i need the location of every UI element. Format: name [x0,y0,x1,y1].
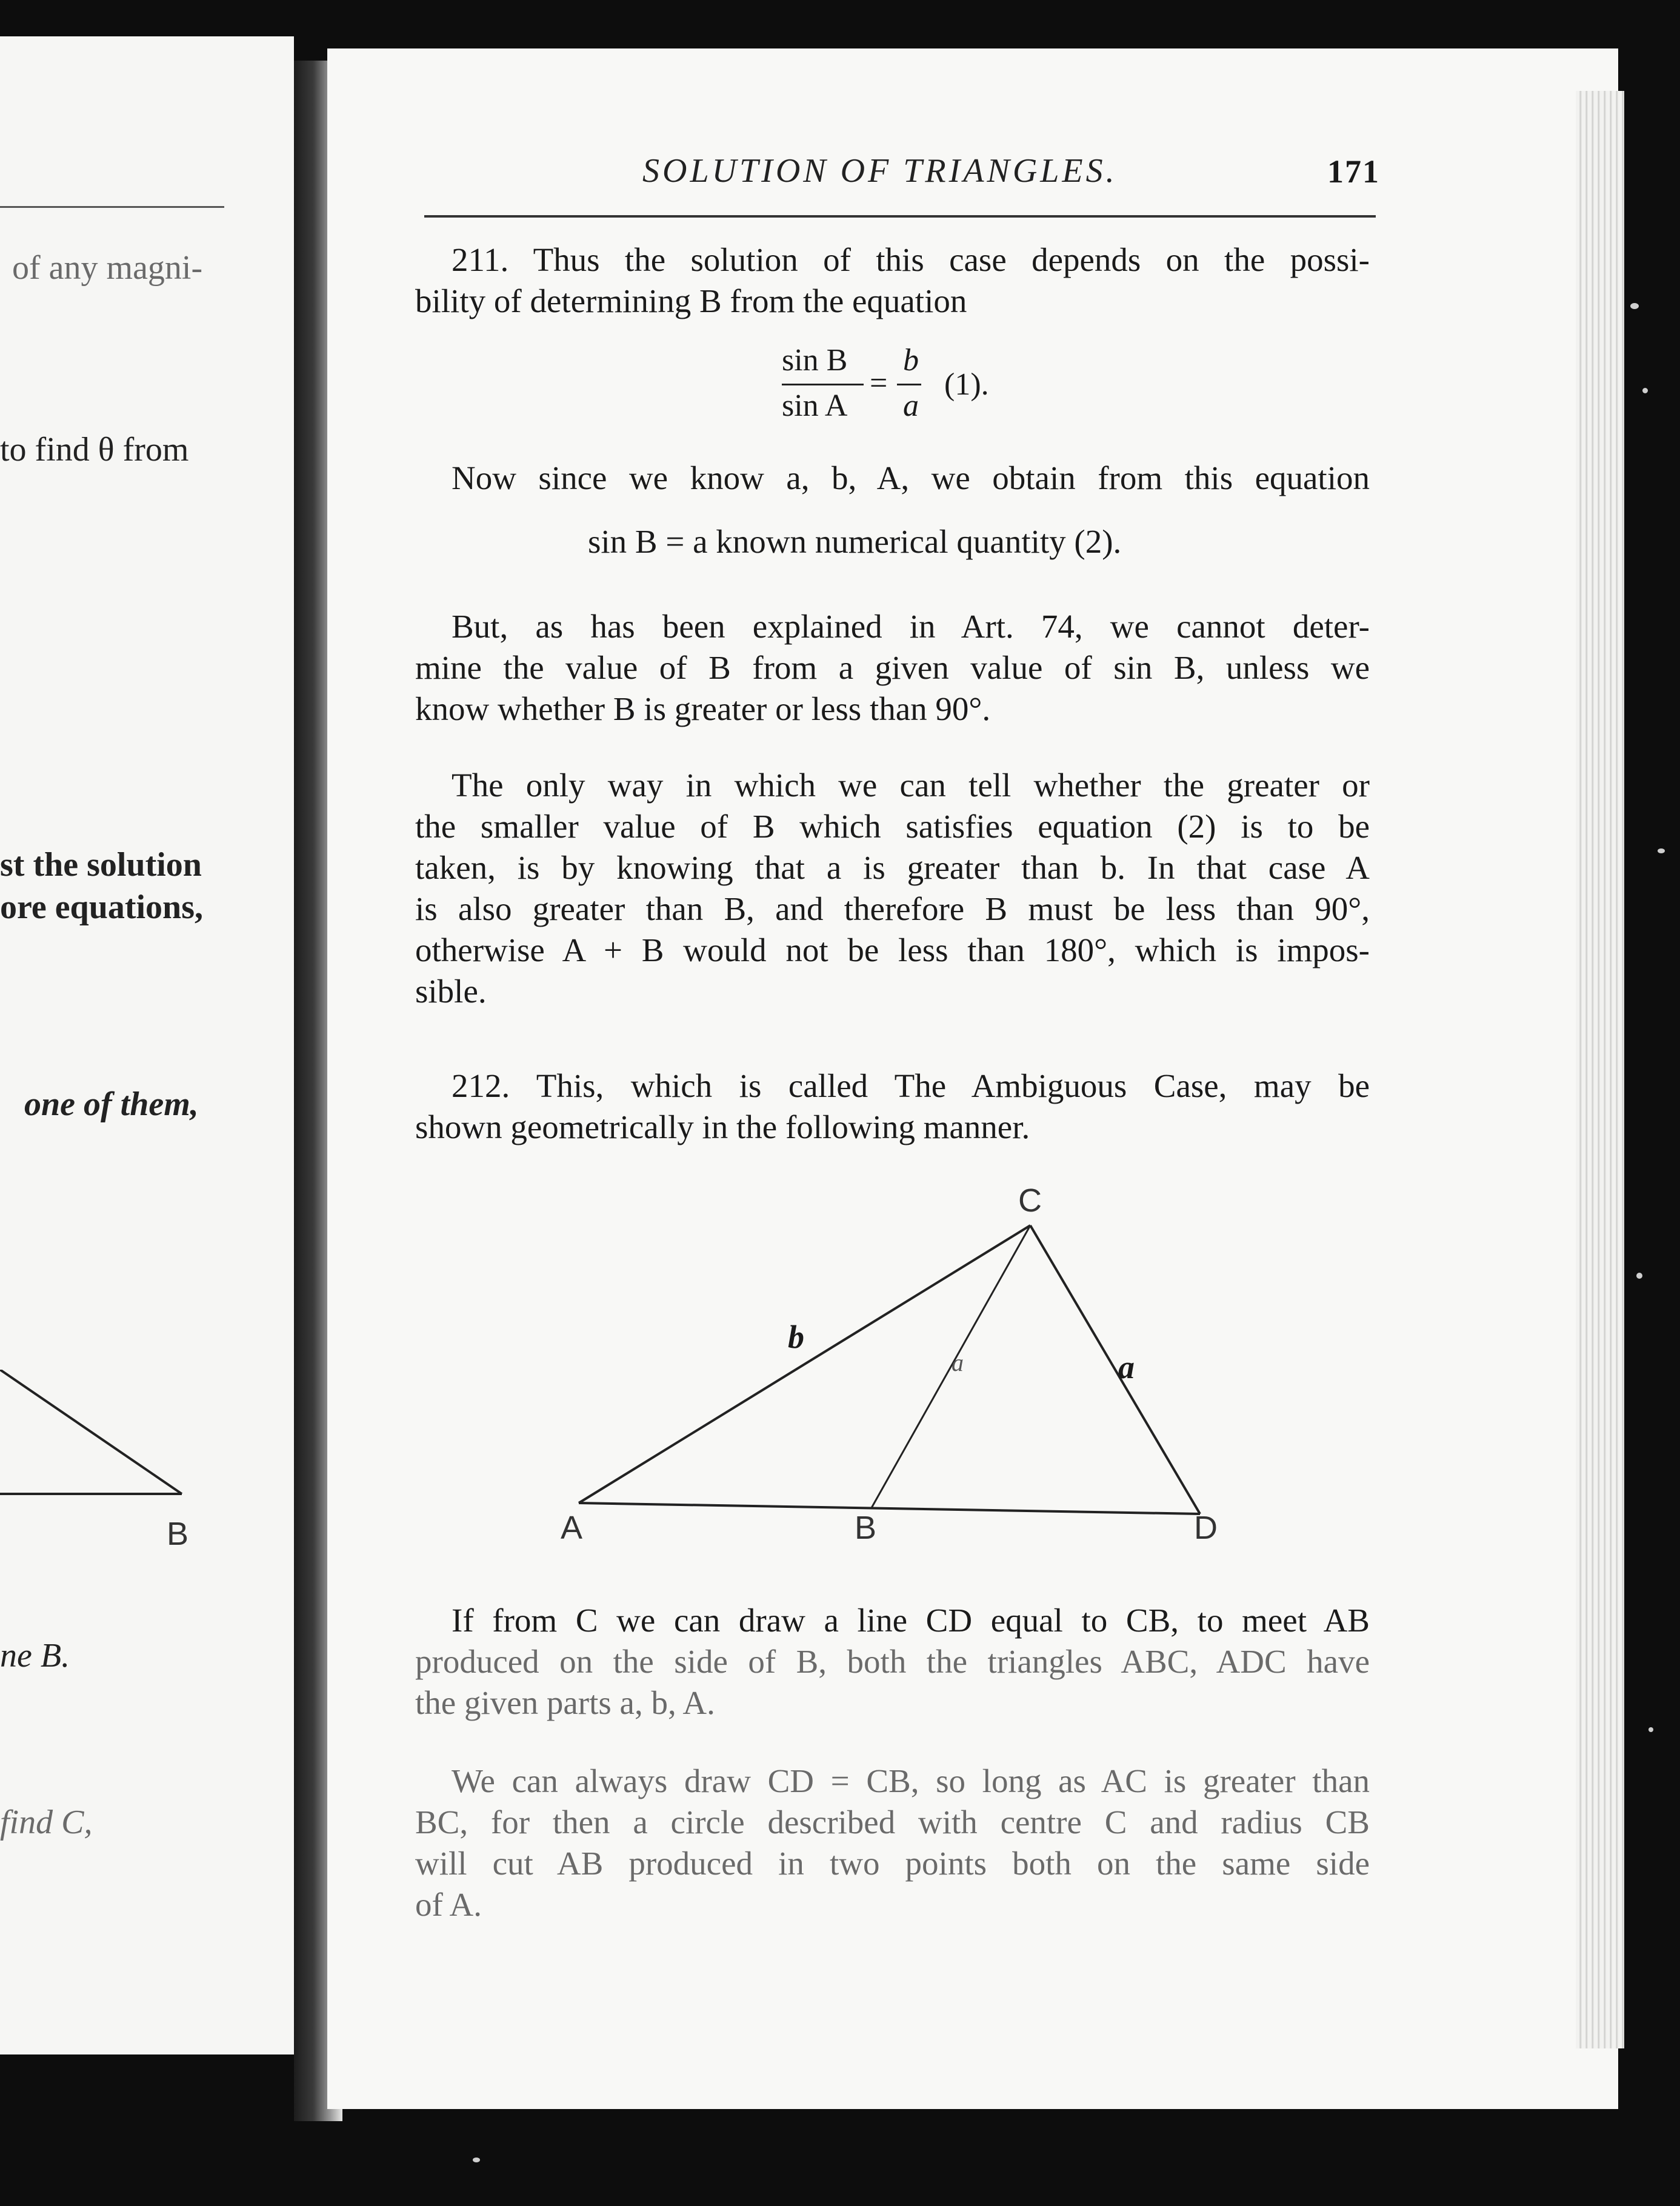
speckle [1648,1727,1653,1732]
ambiguous-case-figure [545,1182,1242,1545]
fraction-bar [897,384,921,385]
eq-tag: (1). [944,367,989,402]
equation-2: sin B = a known numerical quantity (2). [588,523,1122,560]
text-line: the smaller value of B which satisfies equation (2) is to be [415,808,1370,845]
text-line: Now since we know a, b, A, we obtain from this equation [452,459,1370,496]
text-line: produced on the side of B, both the triangles ABC, ADC have [415,1643,1370,1680]
speckle [1658,848,1665,853]
text-line: 212. This, which is called The Ambiguous Case, may be [452,1067,1370,1104]
paragraph-if [415,1600,1370,1724]
left-page-line: find C, [0,1804,93,1841]
text-line: the given parts a, b, A. [415,1684,715,1721]
text-line: We can always draw CD = CB, so long as AC is greater than [452,1762,1370,1799]
left-figure-side [0,1370,182,1494]
left-page-line: ore equations, [0,888,203,926]
text-line: shown geometrically in the following manner. [415,1108,1030,1145]
left-page-line: ne B. [0,1637,70,1674]
paragraph-now [415,458,1370,499]
line-AD [579,1503,1200,1514]
vertex-c-label: C [1018,1182,1042,1219]
text-line: 211. Thus the solution of this case depends on the possi- [452,241,1370,278]
text-line: bility of determining B from the equation [415,282,967,319]
text-line: But, as has been explained in Art. 74, we cannot deter- [452,608,1370,645]
left-page-line: one of them, [24,1085,199,1123]
side-CB [872,1225,1030,1508]
paragraph-but [415,606,1370,730]
eq-denominator-right: a [903,388,919,423]
text-line: mine the value of B from a given value of sin B, unless we [415,649,1370,686]
text-line: taken, is by knowing that a is greater than b. In that case A [415,849,1370,886]
left-page [0,36,294,2054]
fraction-bar [782,384,864,385]
vertex-d-label: D [1194,1510,1218,1546]
running-header: SOLUTION OF TRIANGLES. [642,152,1118,190]
left-figure-label: B [167,1516,189,1552]
left-page-rule [0,206,224,208]
page-edges [1576,91,1624,2048]
left-page-line: st the solution [0,846,202,884]
speckle [1630,303,1639,309]
side-b-label: b [788,1319,804,1355]
text-line: will cut AB produced in two points both on the same side [415,1845,1370,1882]
vertex-a-label: A [561,1510,583,1546]
text-line: otherwise A + B would not be less than 180°, which is impos- [415,931,1370,968]
paragraph-212 [415,1065,1370,1148]
vertex-b-label: B [855,1510,877,1546]
text-line: is also greater than B, and therefore B must be less than 90°, [415,890,1370,927]
speckle [1636,1273,1642,1279]
eq-numerator-right: b [903,343,919,378]
paragraph-only [415,765,1370,1012]
side-CD [1030,1225,1200,1514]
paragraph-211 [415,239,1370,322]
text-line: sible. [415,973,487,1010]
header-rule [424,215,1376,218]
page-number: 171 [1327,153,1380,190]
text-line: If from C we can draw a line CD equal to CB, to meet AB [452,1602,1370,1639]
left-page-line: of any magni- [12,249,203,287]
side-a-inner-label: a [952,1349,964,1376]
eq-denominator-left: sin A [782,388,848,423]
text-line: BC, for then a circle described with centre C and radius CB [415,1804,1370,1841]
paragraph-we [415,1761,1370,1925]
speckle [1642,388,1648,393]
eq-numerator-left: sin B [782,343,848,378]
text-line: The only way in which we can tell whether the greater or [452,767,1370,804]
text-line: know whether B is greater or less than 90°. [415,690,991,727]
eq-equals: = [870,366,888,401]
side-a-outer-label: a [1118,1349,1135,1385]
text-line: of A. [415,1886,482,1923]
left-page-figure [0,1370,218,1600]
left-page-line: to find θ from [0,431,189,468]
speckle [473,2158,480,2162]
